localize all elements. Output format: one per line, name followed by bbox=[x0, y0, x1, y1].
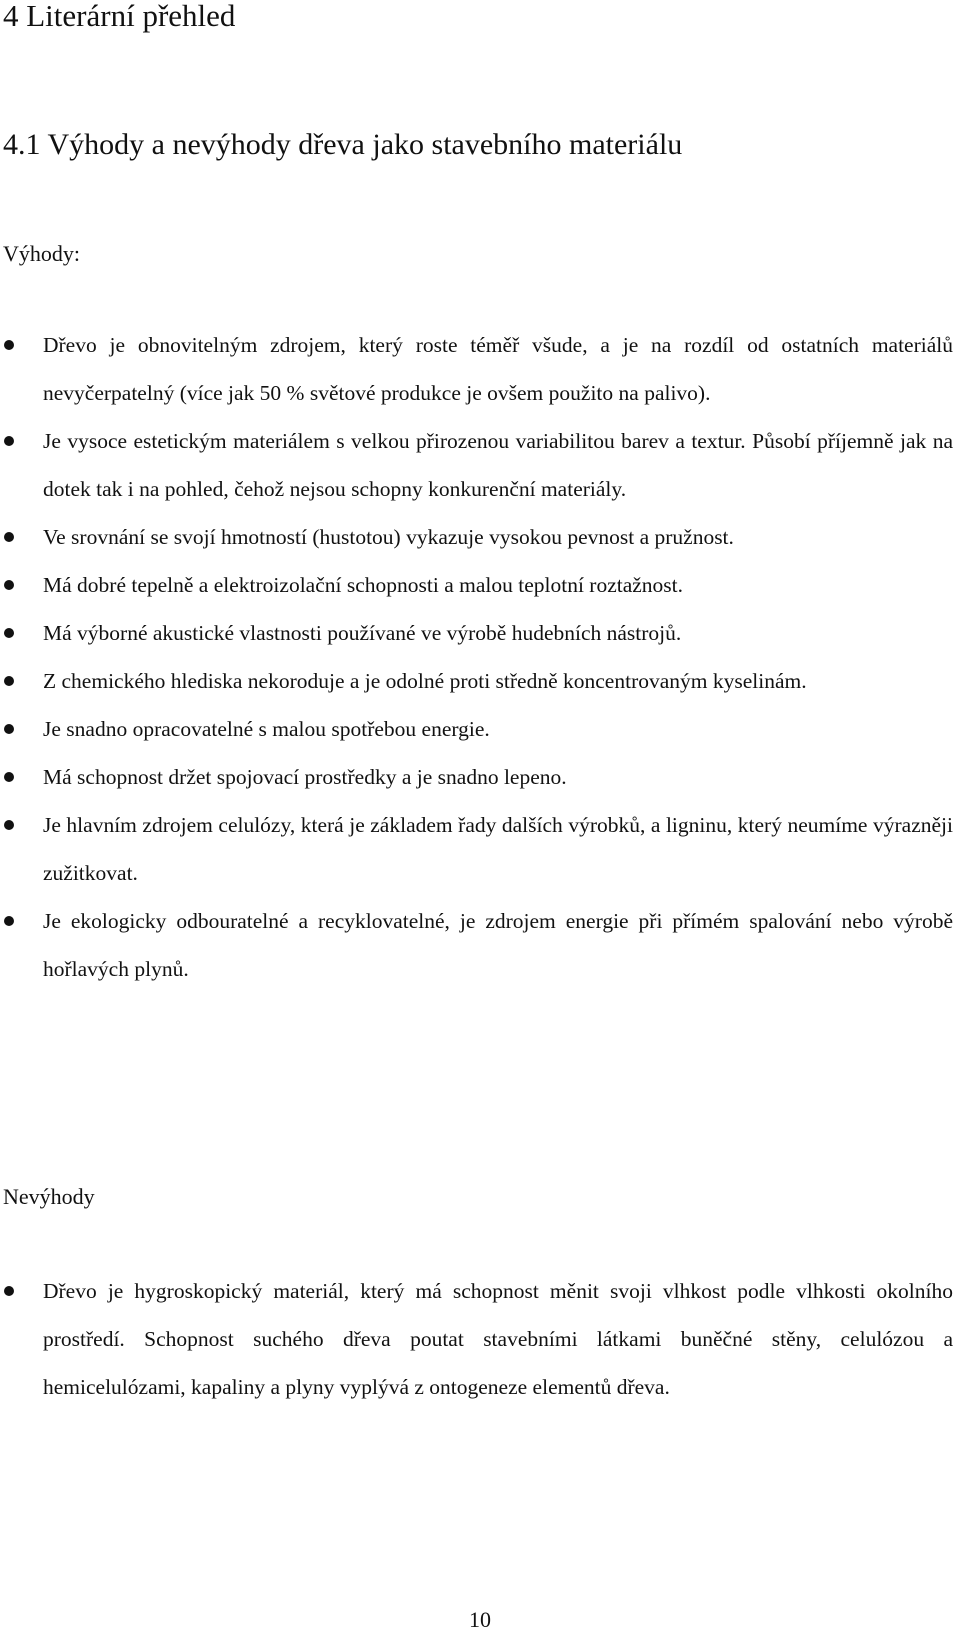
list-item bbox=[0, 513, 953, 561]
bullet-icon bbox=[4, 724, 14, 734]
bullet-icon bbox=[4, 532, 14, 542]
list-item bbox=[0, 657, 953, 705]
list-item-text: Je ekologicky odbouratelné a recyklovatelné, je zdrojem energie při přímém spalování nebo výrobě hořlavých plynů. bbox=[43, 909, 953, 981]
page-number: 10 bbox=[469, 1607, 491, 1632]
list-item-text: Je vysoce estetickým materiálem s velkou přirozenou variabilitou barev a textur. Působí příjemně jak na dotek tak i na pohled, čehož nejsou schopny konkurenční materiály. bbox=[43, 429, 953, 501]
list-item bbox=[0, 705, 953, 753]
list-item-text: Ve srovnání se svojí hmotností (hustotou) vykazuje vysokou pevnost a pružnost. bbox=[43, 525, 734, 549]
bullet-icon bbox=[4, 628, 14, 638]
advantages-list bbox=[0, 321, 960, 993]
list-item-text: Dřevo je hygroskopický materiál, který má schopnost měnit svoji vlhkost podle vlhkosti okolního prostředí. Schopnost suchého dřeva poutat stavebními látkami buněčné stěny, celulózou a hemicelulózami, kapaliny a plyny vyplývá z ontogeneze elementů dřeva. bbox=[43, 1279, 953, 1399]
disadvantages-list bbox=[0, 1267, 960, 1411]
bullet-icon bbox=[4, 340, 14, 350]
list-item bbox=[0, 897, 953, 993]
list-item bbox=[0, 609, 953, 657]
list-item-text: Má dobré tepelně a elektroizolační schopnosti a malou teplotní roztažnost. bbox=[43, 573, 684, 597]
disadvantages-heading: Nevýhody bbox=[3, 1184, 95, 1209]
list-item-text: Je snadno opracovatelné s malou spotřebou energie. bbox=[43, 717, 490, 741]
list-item-text: Je hlavním zdrojem celulózy, která je základem řady dalších výrobků, a ligninu, který neumíme výrazněji zužitkovat. bbox=[43, 813, 953, 885]
chapter-heading: 4 Literární přehled bbox=[3, 0, 236, 33]
bullet-icon bbox=[4, 436, 14, 446]
list-item-text: Z chemického hlediska nekoroduje a je odolné proti středně koncentrovaným kyselinám. bbox=[43, 669, 807, 693]
bullet-icon bbox=[4, 580, 14, 590]
list-item-text: Má schopnost držet spojovací prostředky a je snadno lepeno. bbox=[43, 765, 567, 789]
list-item bbox=[0, 321, 953, 417]
list-item-text: Dřevo je obnovitelným zdrojem, který roste téměř všude, a je na rozdíl od ostatních materiálů nevyčerpatelný (více jak 50 % světové produkce je ovšem použito na palivo). bbox=[43, 333, 953, 405]
section-heading: 4.1 Výhody a nevýhody dřeva jako stavebního materiálu bbox=[3, 128, 683, 161]
list-item bbox=[0, 1267, 953, 1411]
bullet-icon bbox=[4, 1286, 14, 1296]
bullet-icon bbox=[4, 676, 14, 686]
list-item bbox=[0, 801, 953, 897]
bullet-icon bbox=[4, 916, 14, 926]
list-item-text: Má výborné akustické vlastnosti používané ve výrobě hudebních nástrojů. bbox=[43, 621, 682, 645]
list-item bbox=[0, 753, 953, 801]
list-item bbox=[0, 561, 953, 609]
list-item bbox=[0, 417, 953, 513]
advantages-heading: Výhody: bbox=[3, 241, 80, 266]
bullet-icon bbox=[4, 820, 14, 830]
bullet-icon bbox=[4, 772, 14, 782]
